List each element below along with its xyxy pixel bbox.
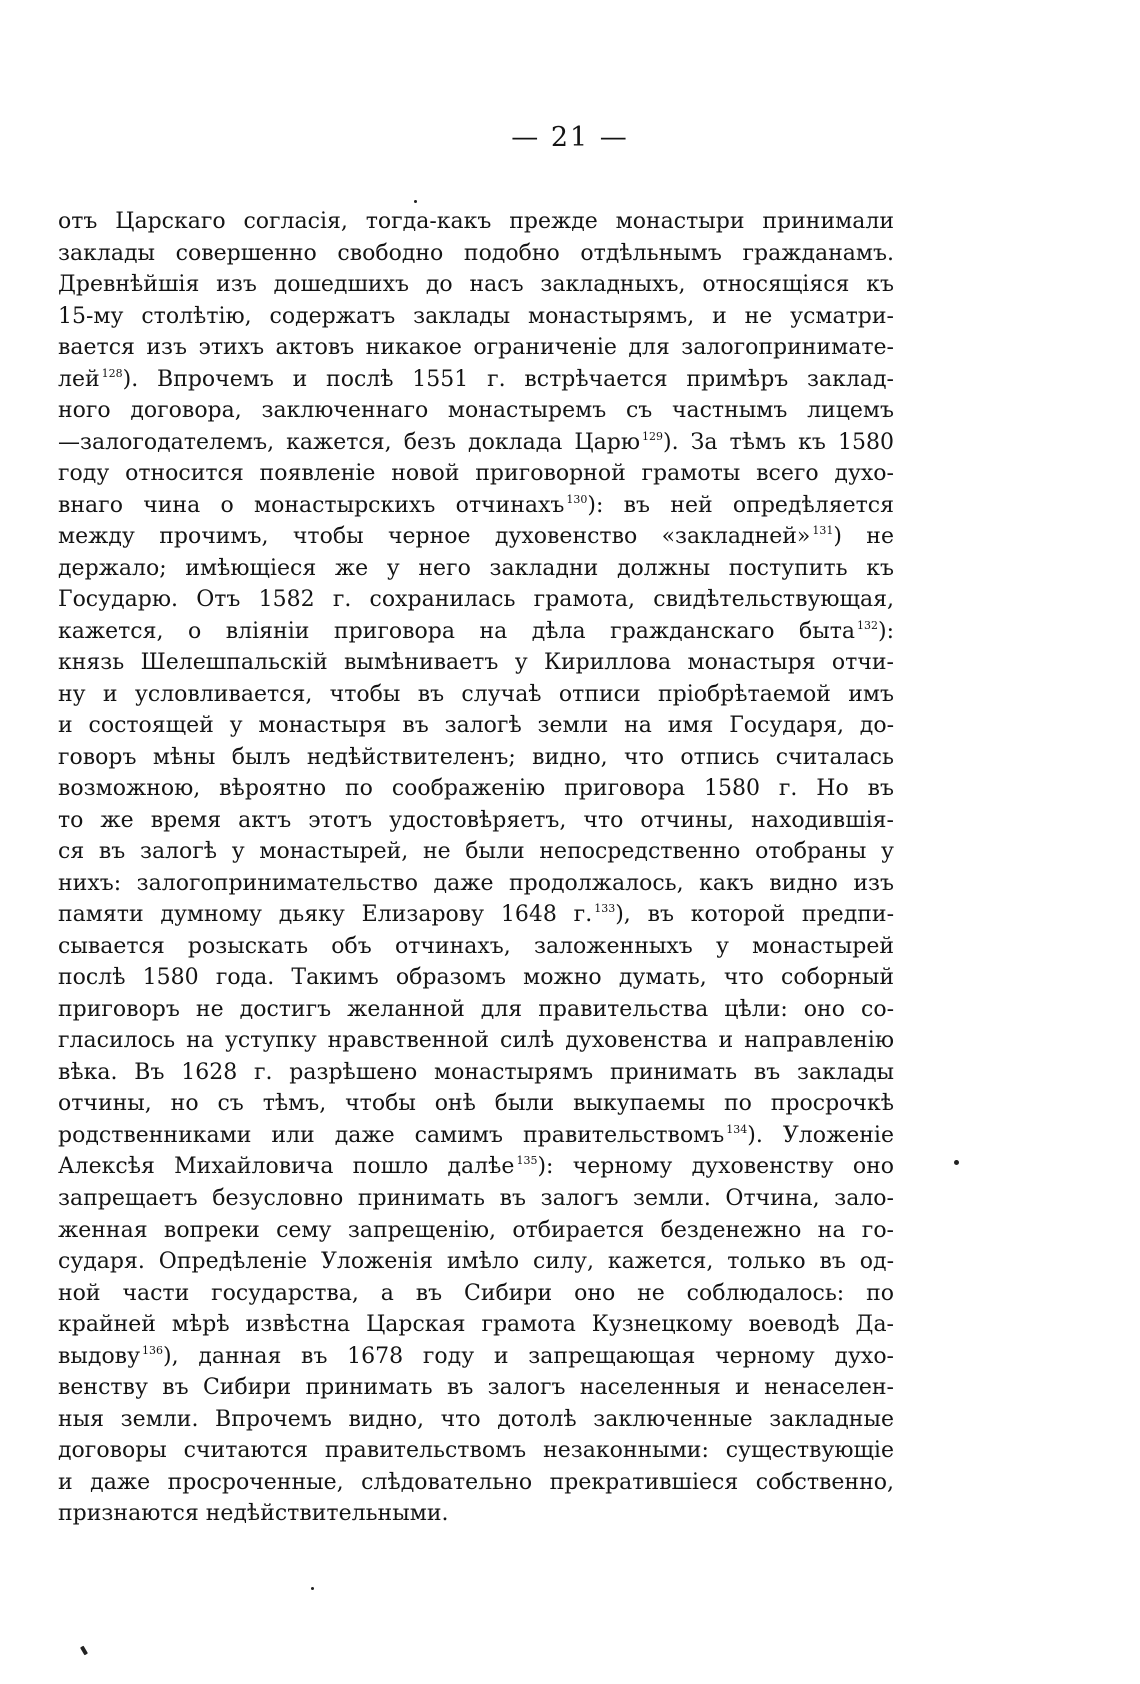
text-segment: ся въ залогѣ у монастырей, не были непосредственно отобраны у — [58, 839, 894, 865]
text-segment: вѣка. Въ 1628 г. разрѣшено монастырямъ принимать въ заклады — [58, 1059, 894, 1085]
text-line — [58, 710, 894, 742]
text-segment: крайней мѣрѣ извѣстна Царская грамота Кузнецкому воеводѣ Да- — [58, 1312, 894, 1338]
text-line — [58, 427, 894, 459]
text-segment: нихъ: залогопринимательство даже продолжалось, какъ видно изъ — [58, 870, 894, 896]
page-number: — 21 — — [511, 122, 629, 153]
scan-speck — [414, 200, 417, 203]
text-line — [58, 1246, 894, 1278]
footnote-marker: 133 — [594, 902, 616, 916]
footnote-marker: 128 — [101, 366, 123, 380]
text-segment: и состоящей у монастыря въ залогѣ земли на имя Государя, до- — [58, 713, 894, 739]
text-line — [58, 868, 894, 900]
text-line — [58, 206, 894, 238]
text-segment: говоръ мѣны былъ недѣйствителенъ; видно, что отпись считалась — [58, 744, 894, 770]
text-line — [58, 1435, 894, 1467]
text-segment: ), данная въ 1678 году и запрещающая черному духо- — [163, 1343, 894, 1369]
footnote-marker: 129 — [641, 429, 663, 443]
footnote-marker: 130 — [566, 492, 588, 506]
text-line — [58, 1120, 894, 1152]
text-segment: отъ Царскаго согласія, тогда-какъ прежде монастыри принимали — [58, 209, 894, 234]
text-line — [58, 1278, 894, 1310]
text-segment: женная вопреки сему запрещенію, отбирается безденежно на го- — [58, 1217, 894, 1243]
text-line — [58, 1215, 894, 1247]
text-line — [58, 899, 894, 931]
text-segment: то же время актъ этотъ удостовѣряетъ, что отчины, находившія- — [58, 807, 894, 833]
footnote-marker: 132 — [857, 618, 878, 632]
text-line — [58, 269, 894, 301]
text-line — [58, 490, 894, 522]
text-segment: ): черному духовенству оно — [537, 1154, 894, 1180]
text-line — [58, 836, 894, 868]
text-segment: лей — [58, 366, 100, 392]
text-segment: возможною, вѣроятно по соображенію приговора 1580 г. Но въ — [58, 776, 894, 802]
text-segment: Алексѣя Михайловича пошло далѣе — [58, 1154, 515, 1180]
text-line — [58, 1309, 894, 1341]
text-segment: ). За тѣмъ къ 1580 — [662, 429, 894, 455]
text-line — [58, 1151, 894, 1183]
text-segment: договоры считаются правительствомъ незаконными: существующіе — [58, 1438, 894, 1464]
text-line — [58, 742, 894, 774]
text-line — [58, 962, 894, 994]
text-segment: кажется, о вліяніи приговора на дѣла гражданскаго быта — [58, 618, 855, 644]
text-line — [58, 584, 894, 616]
text-line — [58, 301, 894, 333]
text-line — [58, 1025, 894, 1057]
text-segment: признаются недѣйствительными. — [58, 1501, 449, 1527]
text-segment: родственниками или даже самимъ правительствомъ — [58, 1122, 725, 1148]
text-line — [58, 395, 894, 427]
text-segment: князь Шелешпальскій вымѣниваетъ у Кириллова монастыря отчи- — [58, 650, 894, 676]
footnote-marker: 134 — [726, 1122, 748, 1136]
text-segment: внаго чина о монастырскихъ отчинахъ — [58, 492, 565, 518]
text-line — [58, 521, 894, 553]
text-segment: сывается розыскать объ отчинахъ, заложенныхъ у монастырей — [58, 933, 894, 959]
text-segment: ного договора, заключеннаго монастыремъ съ частнымъ лицемъ — [58, 398, 894, 424]
text-segment: между прочимъ, чтобы черное духовенство «закладней» — [58, 524, 811, 550]
text-line — [58, 647, 894, 679]
text-line — [58, 332, 894, 364]
text-line — [58, 931, 894, 963]
text-line — [58, 1372, 894, 1404]
text-line — [58, 1404, 894, 1436]
text-segment: вается изъ этихъ актовъ никакое ограниченіе для залогопринимате- — [58, 335, 894, 361]
text-line — [58, 238, 894, 270]
text-segment: 15-му столѣтію, содержатъ заклады монастырямъ, и не усматри- — [58, 303, 894, 329]
text-line — [58, 1498, 894, 1530]
text-segment: ). Впрочемъ и послѣ 1551 г. встрѣчается примѣръ заклад- — [122, 366, 894, 392]
text-line — [58, 1088, 894, 1120]
text-line — [58, 679, 894, 711]
text-segment: ной части государства, а въ Сибири оно не соблюдалось: по — [58, 1280, 894, 1306]
text-segment: ), въ которой предпи- — [615, 902, 894, 928]
body-text — [58, 206, 894, 1530]
text-segment: венству въ Сибири принимать въ залогъ населенныя и ненаселен- — [58, 1375, 894, 1401]
scan-speck — [954, 1160, 959, 1165]
text-segment: запрещаетъ безусловно принимать въ залогъ земли. Отчина, зало- — [58, 1185, 894, 1211]
text-segment: заклады совершенно свободно подобно отдѣльнымъ гражданамъ. — [58, 240, 894, 266]
text-segment: памяти думному дьяку Елизарову 1648 г. — [58, 902, 593, 928]
text-segment: ). Уложеніе — [747, 1122, 894, 1148]
text-segment: ): — [878, 618, 894, 644]
text-segment: ): въ ней опредѣляется — [587, 492, 894, 518]
text-segment: ) не — [833, 524, 894, 550]
text-segment: сударя. Опредѣленіе Уложенія имѣло силу, кажется, только въ од- — [58, 1249, 894, 1275]
text-segment: приговоръ не достигъ желанной для правительства цѣли: оно со- — [58, 996, 894, 1022]
footnote-marker: 131 — [812, 524, 834, 538]
text-segment: Древнѣйшія изъ дошедшихъ до насъ закладныхъ, относящіяся къ — [58, 272, 894, 298]
text-segment: послѣ 1580 года. Такимъ образомъ можно думать, что соборный — [58, 965, 894, 991]
text-segment: и даже просроченные, слѣдовательно прекратившіеся собственно, — [58, 1469, 894, 1495]
text-segment: ну и условливается, чтобы въ случаѣ отписи пріобрѣтаемой имъ — [58, 681, 894, 707]
text-line — [58, 773, 894, 805]
text-segment: держало; имѣющіеся же у него закладни должны поступить къ — [58, 555, 894, 581]
text-segment: ныя земли. Впрочемъ видно, что дотолѣ заключенные закладные — [58, 1406, 894, 1432]
scan-speck — [311, 1587, 314, 1590]
footnote-marker: 135 — [516, 1154, 538, 1168]
text-line — [58, 364, 894, 396]
text-segment: отчины, но съ тѣмъ, чтобы онѣ были выкупаемы по просрочкѣ — [58, 1091, 894, 1117]
text-segment: году относится появленіе новой приговорной грамоты всего духо- — [58, 461, 894, 487]
text-segment: Государю. Отъ 1582 г. сохранилась грамота, свидѣтельствующая, — [58, 587, 894, 613]
text-segment: —залогодателемъ, кажется, безъ доклада Царю — [58, 429, 640, 455]
text-line — [58, 1467, 894, 1499]
text-segment: выдову — [58, 1343, 141, 1369]
text-line — [58, 994, 894, 1026]
text-line — [58, 616, 894, 648]
text-line — [58, 553, 894, 585]
text-line — [58, 805, 894, 837]
text-segment: гласилось на уступку нравственной силѣ духовенства и направленію — [58, 1028, 894, 1054]
footnote-marker: 136 — [142, 1343, 164, 1357]
text-line — [58, 458, 894, 490]
text-line — [58, 1183, 894, 1215]
text-line — [58, 1341, 894, 1373]
scan-speck — [80, 1646, 88, 1656]
text-line — [58, 1057, 894, 1089]
